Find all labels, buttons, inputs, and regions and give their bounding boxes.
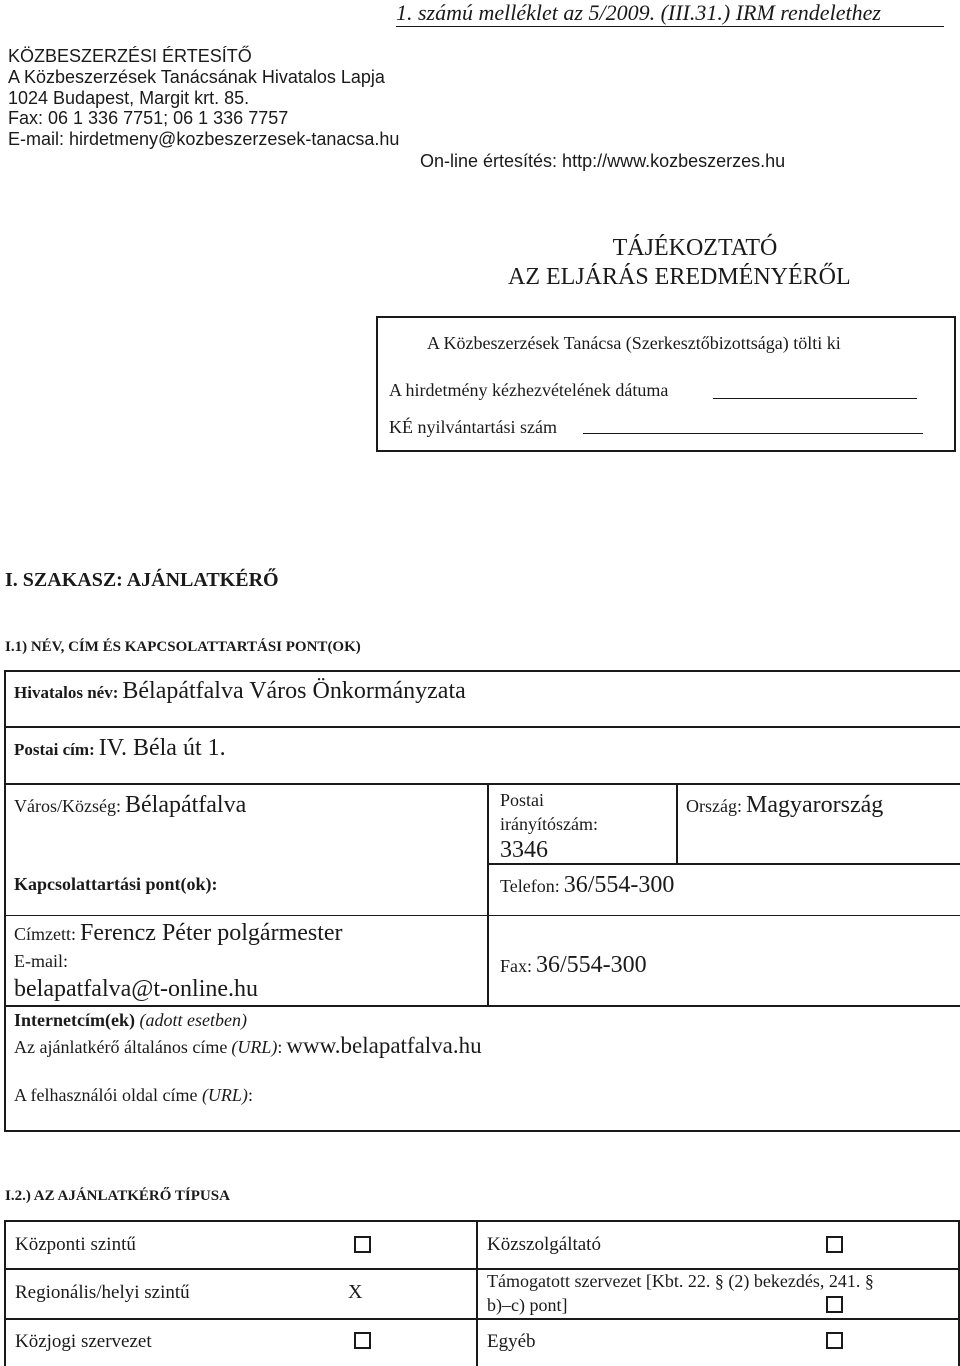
publisher-email: E-mail: hirdetmeny@kozbeszerzesek-tanacsa.hu [8, 129, 400, 149]
city-row [14, 790, 246, 823]
postal-code-label-1: Postai [500, 790, 545, 810]
type-other-checkbox[interactable] [826, 1332, 843, 1349]
postal-address-value[interactable]: IV. Béla út 1. [98, 735, 226, 761]
contact-table-divider [4, 915, 488, 916]
type-supported-checkbox[interactable] [826, 1296, 843, 1313]
official-name-row [14, 676, 466, 709]
title-line1: TÁJÉKOZTATÓ [612, 235, 778, 261]
country-label: Ország: [686, 796, 742, 816]
section-i1-heading: I.1) NÉV, CÍM ÉS KAPCSOLATTARTÁSI PONT(OK) [5, 639, 361, 655]
contact-table-divider [487, 915, 960, 916]
type-central-label: Központi szintű [15, 1234, 136, 1255]
receipt-date-field[interactable] [713, 398, 917, 399]
phone-value[interactable]: 36/554-300 [563, 872, 675, 898]
postal-address-row [14, 733, 226, 766]
annex-header-underline [396, 26, 944, 27]
annex-header: 1. számú melléklet az 5/2009. (III.31.) IRM rendelethez [396, 0, 881, 25]
fax-label: Fax: [500, 956, 533, 976]
editorial-box-heading: A Közbeszerzések Tanácsa (Szerkesztőbizottsága) tölti ki [427, 333, 841, 353]
contact-table-divider [4, 783, 960, 785]
postal-code-label-2: irányítószám: [500, 814, 598, 834]
receipt-date-label: A hirdetmény kézhezvételének dátuma [389, 380, 669, 400]
buyer-type-divider [4, 1318, 960, 1320]
postal-address-label: Postai cím: [14, 740, 95, 759]
internet-note: (adott esetben) [139, 1010, 247, 1030]
contact-table-divider [4, 726, 960, 728]
type-supported-label-2: b)–c) pont] [487, 1295, 568, 1315]
internet-row [14, 1009, 247, 1031]
document-title-line2: AZ ELJÁRÁS EREDMÉNYÉRŐL [508, 264, 851, 290]
general-url-row: Az ajánlatkérő általános címe (URL): www.belapatfalva.hu [14, 1033, 482, 1058]
contact-table-divider [4, 1005, 960, 1007]
contact-table-divider [487, 863, 960, 865]
section-i-heading: I. SZAKASZ: AJÁNLATKÉRŐ [5, 569, 279, 591]
official-name-label: Hivatalos név: [14, 683, 119, 702]
addressee-row [14, 918, 343, 951]
publisher-fax: Fax: 06 1 336 7751; 06 1 336 7757 [8, 108, 289, 128]
publisher-subtitle: A Közbeszerzések Tanácsának Hivatalos Lapja [8, 67, 385, 87]
general-url-label: Az ajánlatkérő általános címe [14, 1037, 228, 1057]
official-name-value[interactable]: Bélapátfalva Város Önkormányzata [122, 678, 466, 704]
fax-row [500, 950, 647, 983]
type-other-label: Egyéb [487, 1331, 536, 1352]
type-utility-label: Közszolgáltató [487, 1234, 601, 1255]
contact-table-vdivider [676, 783, 678, 864]
phone-row [500, 870, 674, 903]
buyer-profile-label: A felhasználói oldal címe [14, 1085, 198, 1105]
fax-value[interactable]: 36/554-300 [536, 952, 647, 978]
email-label: E-mail: [14, 951, 68, 971]
publisher-name: KÖZBESZERZÉSI ÉRTESÍTŐ [8, 46, 252, 66]
type-central-checkbox[interactable] [354, 1236, 371, 1253]
country-value[interactable]: Magyarország [745, 792, 884, 818]
type-public-law-checkbox[interactable] [354, 1332, 371, 1349]
contact-point-label: Kapcsolattartási pont(ok): [14, 874, 218, 894]
postal-code-value[interactable]: 3346 [500, 837, 548, 863]
email-value[interactable]: belapatfalva@t-online.hu [14, 976, 259, 1002]
country-row [686, 790, 883, 823]
city-label: Város/Község: [14, 796, 121, 816]
publisher-address: 1024 Budapest, Margit krt. 85. [8, 88, 250, 108]
phone-label: Telefon: [500, 876, 560, 896]
type-public-law-label: Közjogi szervezet [15, 1331, 152, 1352]
buyer-type-vdivider [476, 1220, 478, 1366]
contact-table-vdivider [487, 783, 489, 1005]
online-notification: On-line értesítés: http://www.kozbeszerzes.hu [420, 151, 786, 171]
registry-number-label: KÉ nyilvántartási szám [389, 417, 557, 437]
document-title-line1 [0, 233, 960, 263]
registry-number-field[interactable] [583, 433, 923, 434]
type-utility-checkbox[interactable] [826, 1236, 843, 1253]
city-value[interactable]: Bélapátfalva [124, 792, 247, 818]
general-url-value[interactable]: www.belapatfalva.hu [286, 1033, 482, 1058]
addressee-label: Címzett: [14, 924, 76, 944]
general-url-label-url: (URL) [231, 1037, 278, 1057]
internet-label: Internetcím(ek) [14, 1010, 135, 1030]
addressee-value[interactable]: Ferencz Péter polgármester [80, 920, 343, 946]
type-supported-label-1: Támogatott szervezet [Kbt. 22. § (2) bekezdés, 241. § [487, 1271, 874, 1291]
buyer-profile-row: A felhasználói oldal címe (URL): [14, 1085, 253, 1105]
type-regional-label: Regionális/helyi szintű [15, 1282, 190, 1303]
buyer-profile-label-url: (URL) [201, 1085, 248, 1105]
section-i2-heading: I.2.) AZ AJÁNLATKÉRŐ TÍPUSA [5, 1188, 230, 1204]
type-regional-checkbox[interactable]: X [348, 1281, 363, 1303]
